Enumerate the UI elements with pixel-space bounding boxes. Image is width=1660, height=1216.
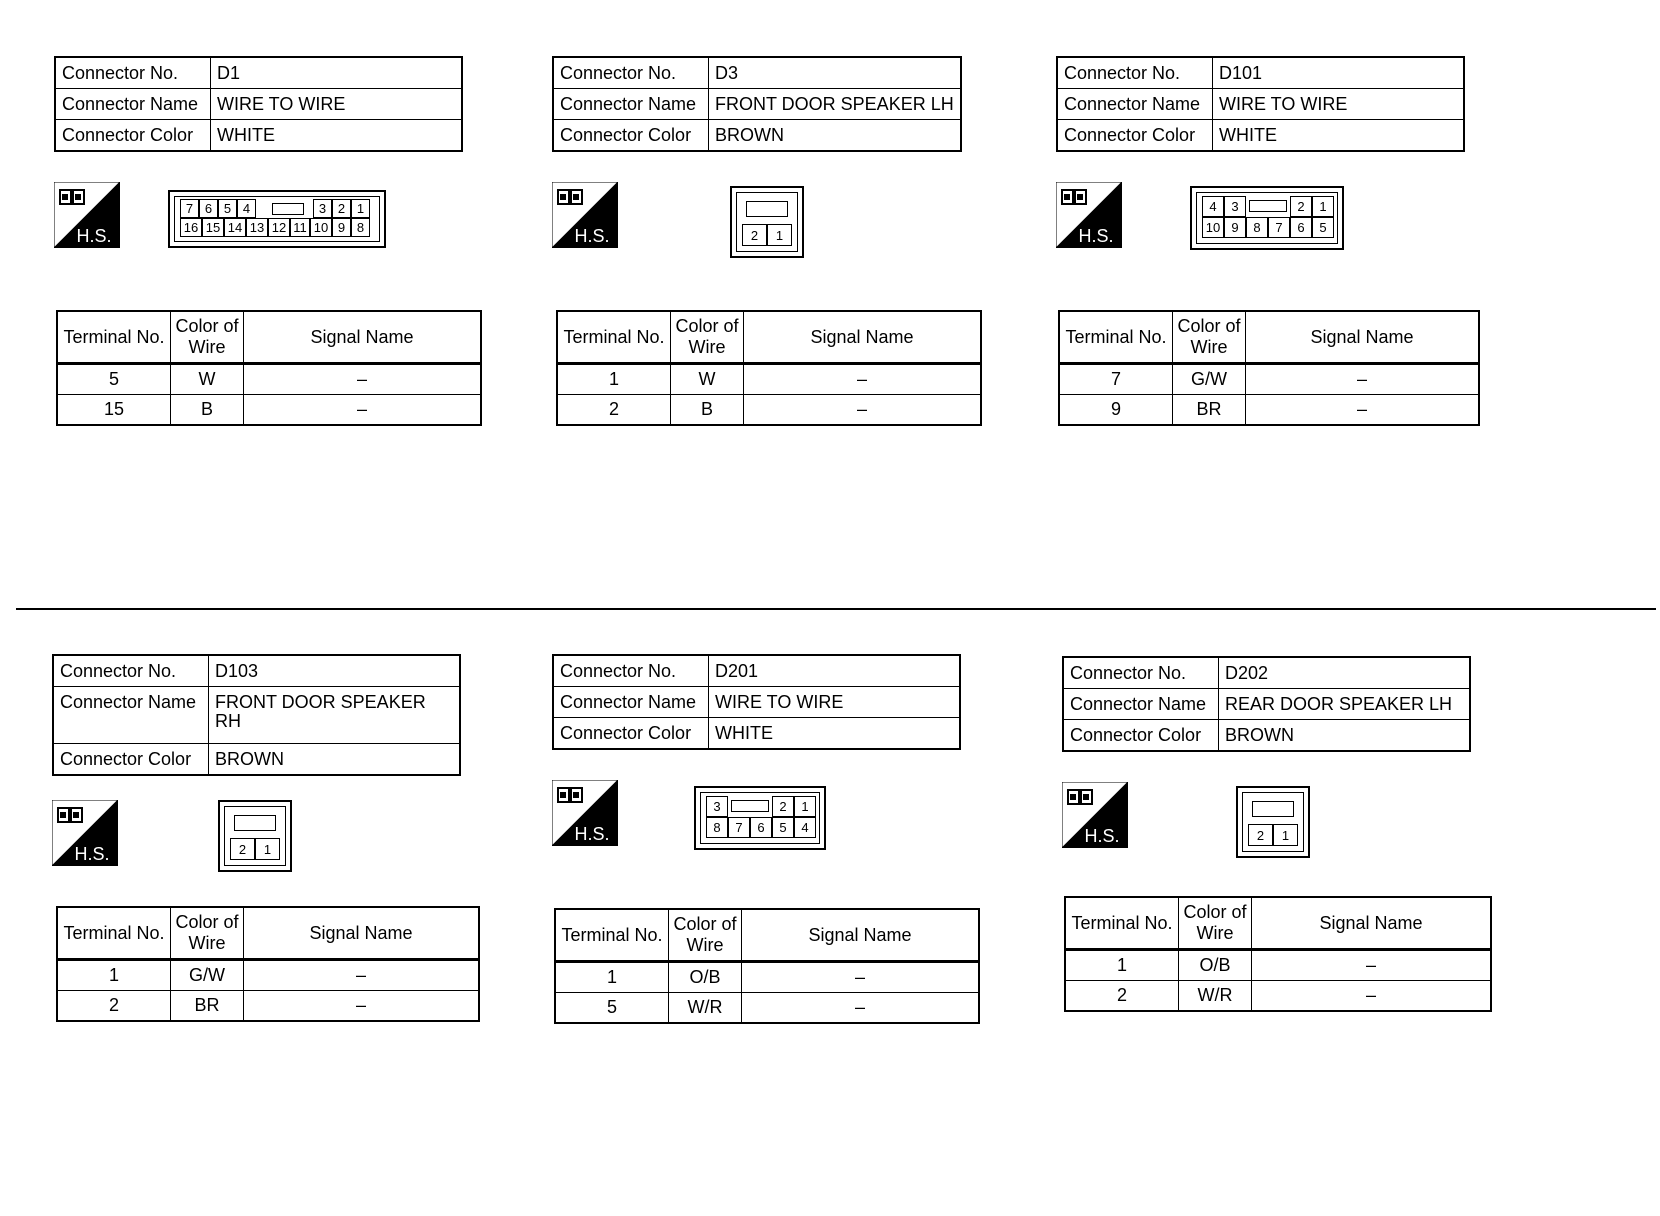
connector-block-d201 — [552, 654, 961, 750]
pin: 8 — [706, 817, 728, 838]
pin: 8 — [351, 218, 370, 237]
wire-cell: BR — [171, 991, 244, 1022]
table-row — [1065, 950, 1491, 981]
pin: 1 — [1312, 196, 1334, 217]
connector-key — [1249, 200, 1287, 212]
signal-name-header: Signal Name — [744, 311, 982, 364]
pin: 9 — [1224, 217, 1246, 238]
table-row — [57, 364, 481, 395]
wire-cell: BR — [1173, 395, 1246, 426]
signal-cell: – — [244, 395, 482, 426]
connector-name-value: WIRE TO WIRE — [211, 89, 463, 120]
terminal-cell: 2 — [57, 991, 171, 1022]
terminal-cell: 1 — [557, 364, 671, 395]
terminal-no-header: Terminal No. — [57, 311, 171, 364]
signal-name-header: Signal Name — [742, 909, 980, 962]
wire-cell: B — [671, 395, 744, 426]
pin: 16 — [180, 218, 202, 237]
connector-name-label: Connector Name — [1063, 689, 1219, 720]
connector-info-table — [54, 56, 463, 152]
connector-no-value: D103 — [209, 655, 461, 687]
connector-color-label: Connector Color — [1063, 720, 1219, 752]
connector-no-value: D3 — [709, 57, 961, 89]
terminal-cell: 1 — [57, 960, 171, 991]
pin: 7 — [728, 817, 750, 838]
pin: 5 — [1312, 217, 1334, 238]
pin: 3 — [313, 199, 332, 218]
connector-name-label: Connector Name — [1057, 89, 1213, 120]
connector-key — [272, 203, 304, 215]
terminal-table-d201 — [554, 908, 980, 1024]
wire-cell: W/R — [669, 993, 742, 1024]
signal-cell: – — [1246, 364, 1480, 395]
connector-name-label: Connector Name — [55, 89, 211, 120]
terminal-no-header: Terminal No. — [57, 907, 171, 960]
pin: 6 — [750, 817, 772, 838]
terminal-cell: 2 — [557, 395, 671, 426]
terminal-table-d101 — [1058, 310, 1480, 426]
signal-name-header: Signal Name — [244, 311, 482, 364]
hs-label: H.S. — [574, 226, 610, 246]
signal-cell: – — [244, 960, 480, 991]
connector-key — [234, 815, 276, 831]
signal-cell: – — [244, 364, 482, 395]
connector-no-label: Connector No. — [1057, 57, 1213, 89]
terminal-table-d1 — [56, 310, 482, 426]
harness-side-icon — [1056, 182, 1122, 248]
pin: 3 — [1224, 196, 1246, 217]
wire-color-header: Color of Wire — [1173, 311, 1246, 364]
connector-color-value: WHITE — [709, 718, 961, 750]
connector-key — [746, 201, 788, 217]
wire-cell: G/W — [171, 960, 244, 991]
connector-no-label: Connector No. — [55, 57, 211, 89]
pin: 2 — [332, 199, 351, 218]
connector-no-label: Connector No. — [1063, 657, 1219, 689]
signal-name-header: Signal Name — [1252, 897, 1492, 950]
pin: 5 — [772, 817, 794, 838]
harness-side-icon — [1062, 782, 1128, 848]
connector-no-value: D201 — [709, 655, 961, 687]
harness-side-icon — [54, 182, 120, 248]
table-row — [1059, 395, 1479, 426]
table-row — [555, 962, 979, 993]
connector-info-table — [552, 56, 962, 152]
connector-no-value: D1 — [211, 57, 463, 89]
connector-no-value: D101 — [1213, 57, 1465, 89]
terminal-cell: 5 — [555, 993, 669, 1024]
pin: 2 — [742, 224, 767, 246]
pin: 11 — [290, 218, 310, 237]
connector-block-d3 — [552, 56, 962, 152]
signal-cell: – — [744, 364, 982, 395]
connector-color-value: BROWN — [709, 120, 961, 152]
terminal-cell: 7 — [1059, 364, 1173, 395]
pin: 5 — [218, 199, 237, 218]
connector-name-label: Connector Name — [553, 89, 709, 120]
hs-label: H.S. — [1078, 226, 1114, 246]
connector-face-d201 — [694, 786, 826, 850]
hs-label: H.S. — [74, 844, 110, 864]
pin: 2 — [1290, 196, 1312, 217]
pin: 15 — [202, 218, 224, 237]
connector-block-d1 — [54, 56, 463, 152]
connector-color-value: WHITE — [211, 120, 463, 152]
table-row — [557, 395, 981, 426]
connector-color-label: Connector Color — [553, 718, 709, 750]
table-row — [57, 395, 481, 426]
connector-face-d103 — [218, 800, 292, 872]
hs-label: H.S. — [76, 226, 112, 246]
pin: 1 — [1273, 824, 1298, 846]
connector-name-value: WIRE TO WIRE — [1213, 89, 1465, 120]
terminal-no-header: Terminal No. — [557, 311, 671, 364]
wire-color-header: Color of Wire — [171, 311, 244, 364]
wire-cell: W/R — [1179, 981, 1252, 1012]
wire-color-header: Color of Wire — [171, 907, 244, 960]
connector-name-value: REAR DOOR SPEAKER LH — [1219, 689, 1471, 720]
pin: 3 — [706, 796, 728, 817]
connector-info-table — [552, 654, 961, 750]
connector-color-label: Connector Color — [1057, 120, 1213, 152]
connector-key — [1252, 801, 1294, 817]
connector-name-value: FRONT DOOR SPEAKER RH — [209, 687, 461, 744]
terminal-cell: 1 — [1065, 950, 1179, 981]
table-row — [555, 993, 979, 1024]
connector-info-table — [1056, 56, 1465, 152]
pin: 2 — [1248, 824, 1273, 846]
terminal-table-d3 — [556, 310, 982, 426]
connector-face-d202 — [1236, 786, 1310, 858]
wire-cell: W — [171, 364, 244, 395]
pin: 1 — [351, 199, 370, 218]
signal-cell: – — [1252, 950, 1492, 981]
pin: 2 — [772, 796, 794, 817]
pin: 1 — [255, 838, 280, 860]
signal-cell: – — [742, 993, 980, 1024]
terminal-no-header: Terminal No. — [555, 909, 669, 962]
signal-cell: – — [742, 962, 980, 993]
connector-no-label: Connector No. — [553, 655, 709, 687]
harness-side-icon — [52, 800, 118, 866]
pin: 4 — [237, 199, 256, 218]
harness-side-icon — [552, 780, 618, 846]
pin: 6 — [199, 199, 218, 218]
signal-name-header: Signal Name — [1246, 311, 1480, 364]
pin: 1 — [767, 224, 792, 246]
wire-color-header: Color of Wire — [1179, 897, 1252, 950]
connector-block-d103 — [52, 654, 461, 776]
terminal-table-d103 — [56, 906, 480, 1022]
connector-color-value: BROWN — [209, 744, 461, 776]
connector-color-value: BROWN — [1219, 720, 1471, 752]
pin: 7 — [180, 199, 199, 218]
connector-color-label: Connector Color — [53, 744, 209, 776]
signal-cell: – — [244, 991, 480, 1022]
connector-color-value: WHITE — [1213, 120, 1465, 152]
wire-cell: B — [171, 395, 244, 426]
wire-cell: W — [671, 364, 744, 395]
connector-name-value: FRONT DOOR SPEAKER LH — [709, 89, 961, 120]
table-row — [57, 991, 479, 1022]
connector-no-label: Connector No. — [53, 655, 209, 687]
wire-color-header: Color of Wire — [669, 909, 742, 962]
connector-no-label: Connector No. — [553, 57, 709, 89]
terminal-table-d202 — [1064, 896, 1492, 1012]
wire-cell: G/W — [1173, 364, 1246, 395]
terminal-cell: 1 — [555, 962, 669, 993]
table-row — [557, 364, 981, 395]
connector-face-d101 — [1190, 186, 1344, 250]
signal-name-header: Signal Name — [244, 907, 480, 960]
connector-face-d1 — [168, 190, 386, 248]
signal-cell: – — [1252, 981, 1492, 1012]
section-divider — [16, 608, 1656, 610]
connector-block-d101 — [1056, 56, 1465, 152]
pin: 12 — [268, 218, 290, 237]
connector-name-label: Connector Name — [53, 687, 209, 744]
terminal-cell: 9 — [1059, 395, 1173, 426]
signal-cell: – — [744, 395, 982, 426]
connector-info-table — [1062, 656, 1471, 752]
pin: 10 — [1202, 217, 1224, 238]
terminal-cell: 5 — [57, 364, 171, 395]
pin: 13 — [246, 218, 268, 237]
pin: 9 — [332, 218, 351, 237]
pin: 10 — [310, 218, 332, 237]
connector-name-label: Connector Name — [553, 687, 709, 718]
table-row — [1059, 364, 1479, 395]
pin: 4 — [794, 817, 816, 838]
pin: 7 — [1268, 217, 1290, 238]
terminal-no-header: Terminal No. — [1065, 897, 1179, 950]
terminal-cell: 15 — [57, 395, 171, 426]
pin: 2 — [230, 838, 255, 860]
terminal-cell: 2 — [1065, 981, 1179, 1012]
table-row — [57, 960, 479, 991]
pin: 14 — [224, 218, 246, 237]
connector-color-label: Connector Color — [553, 120, 709, 152]
connector-info-table — [52, 654, 461, 776]
connector-key — [731, 800, 769, 812]
hs-label: H.S. — [574, 824, 610, 844]
pin: 8 — [1246, 217, 1268, 238]
pin: 6 — [1290, 217, 1312, 238]
connector-block-d202 — [1062, 656, 1471, 752]
table-row — [1065, 981, 1491, 1012]
harness-side-icon — [552, 182, 618, 248]
connector-no-value: D202 — [1219, 657, 1471, 689]
connector-name-value: WIRE TO WIRE — [709, 687, 961, 718]
pin: 1 — [794, 796, 816, 817]
connector-face-d3 — [730, 186, 804, 258]
pin: 4 — [1202, 196, 1224, 217]
terminal-no-header: Terminal No. — [1059, 311, 1173, 364]
connector-color-label: Connector Color — [55, 120, 211, 152]
hs-label: H.S. — [1084, 826, 1120, 846]
signal-cell: – — [1246, 395, 1480, 426]
wire-cell: O/B — [1179, 950, 1252, 981]
wire-color-header: Color of Wire — [671, 311, 744, 364]
wire-cell: O/B — [669, 962, 742, 993]
